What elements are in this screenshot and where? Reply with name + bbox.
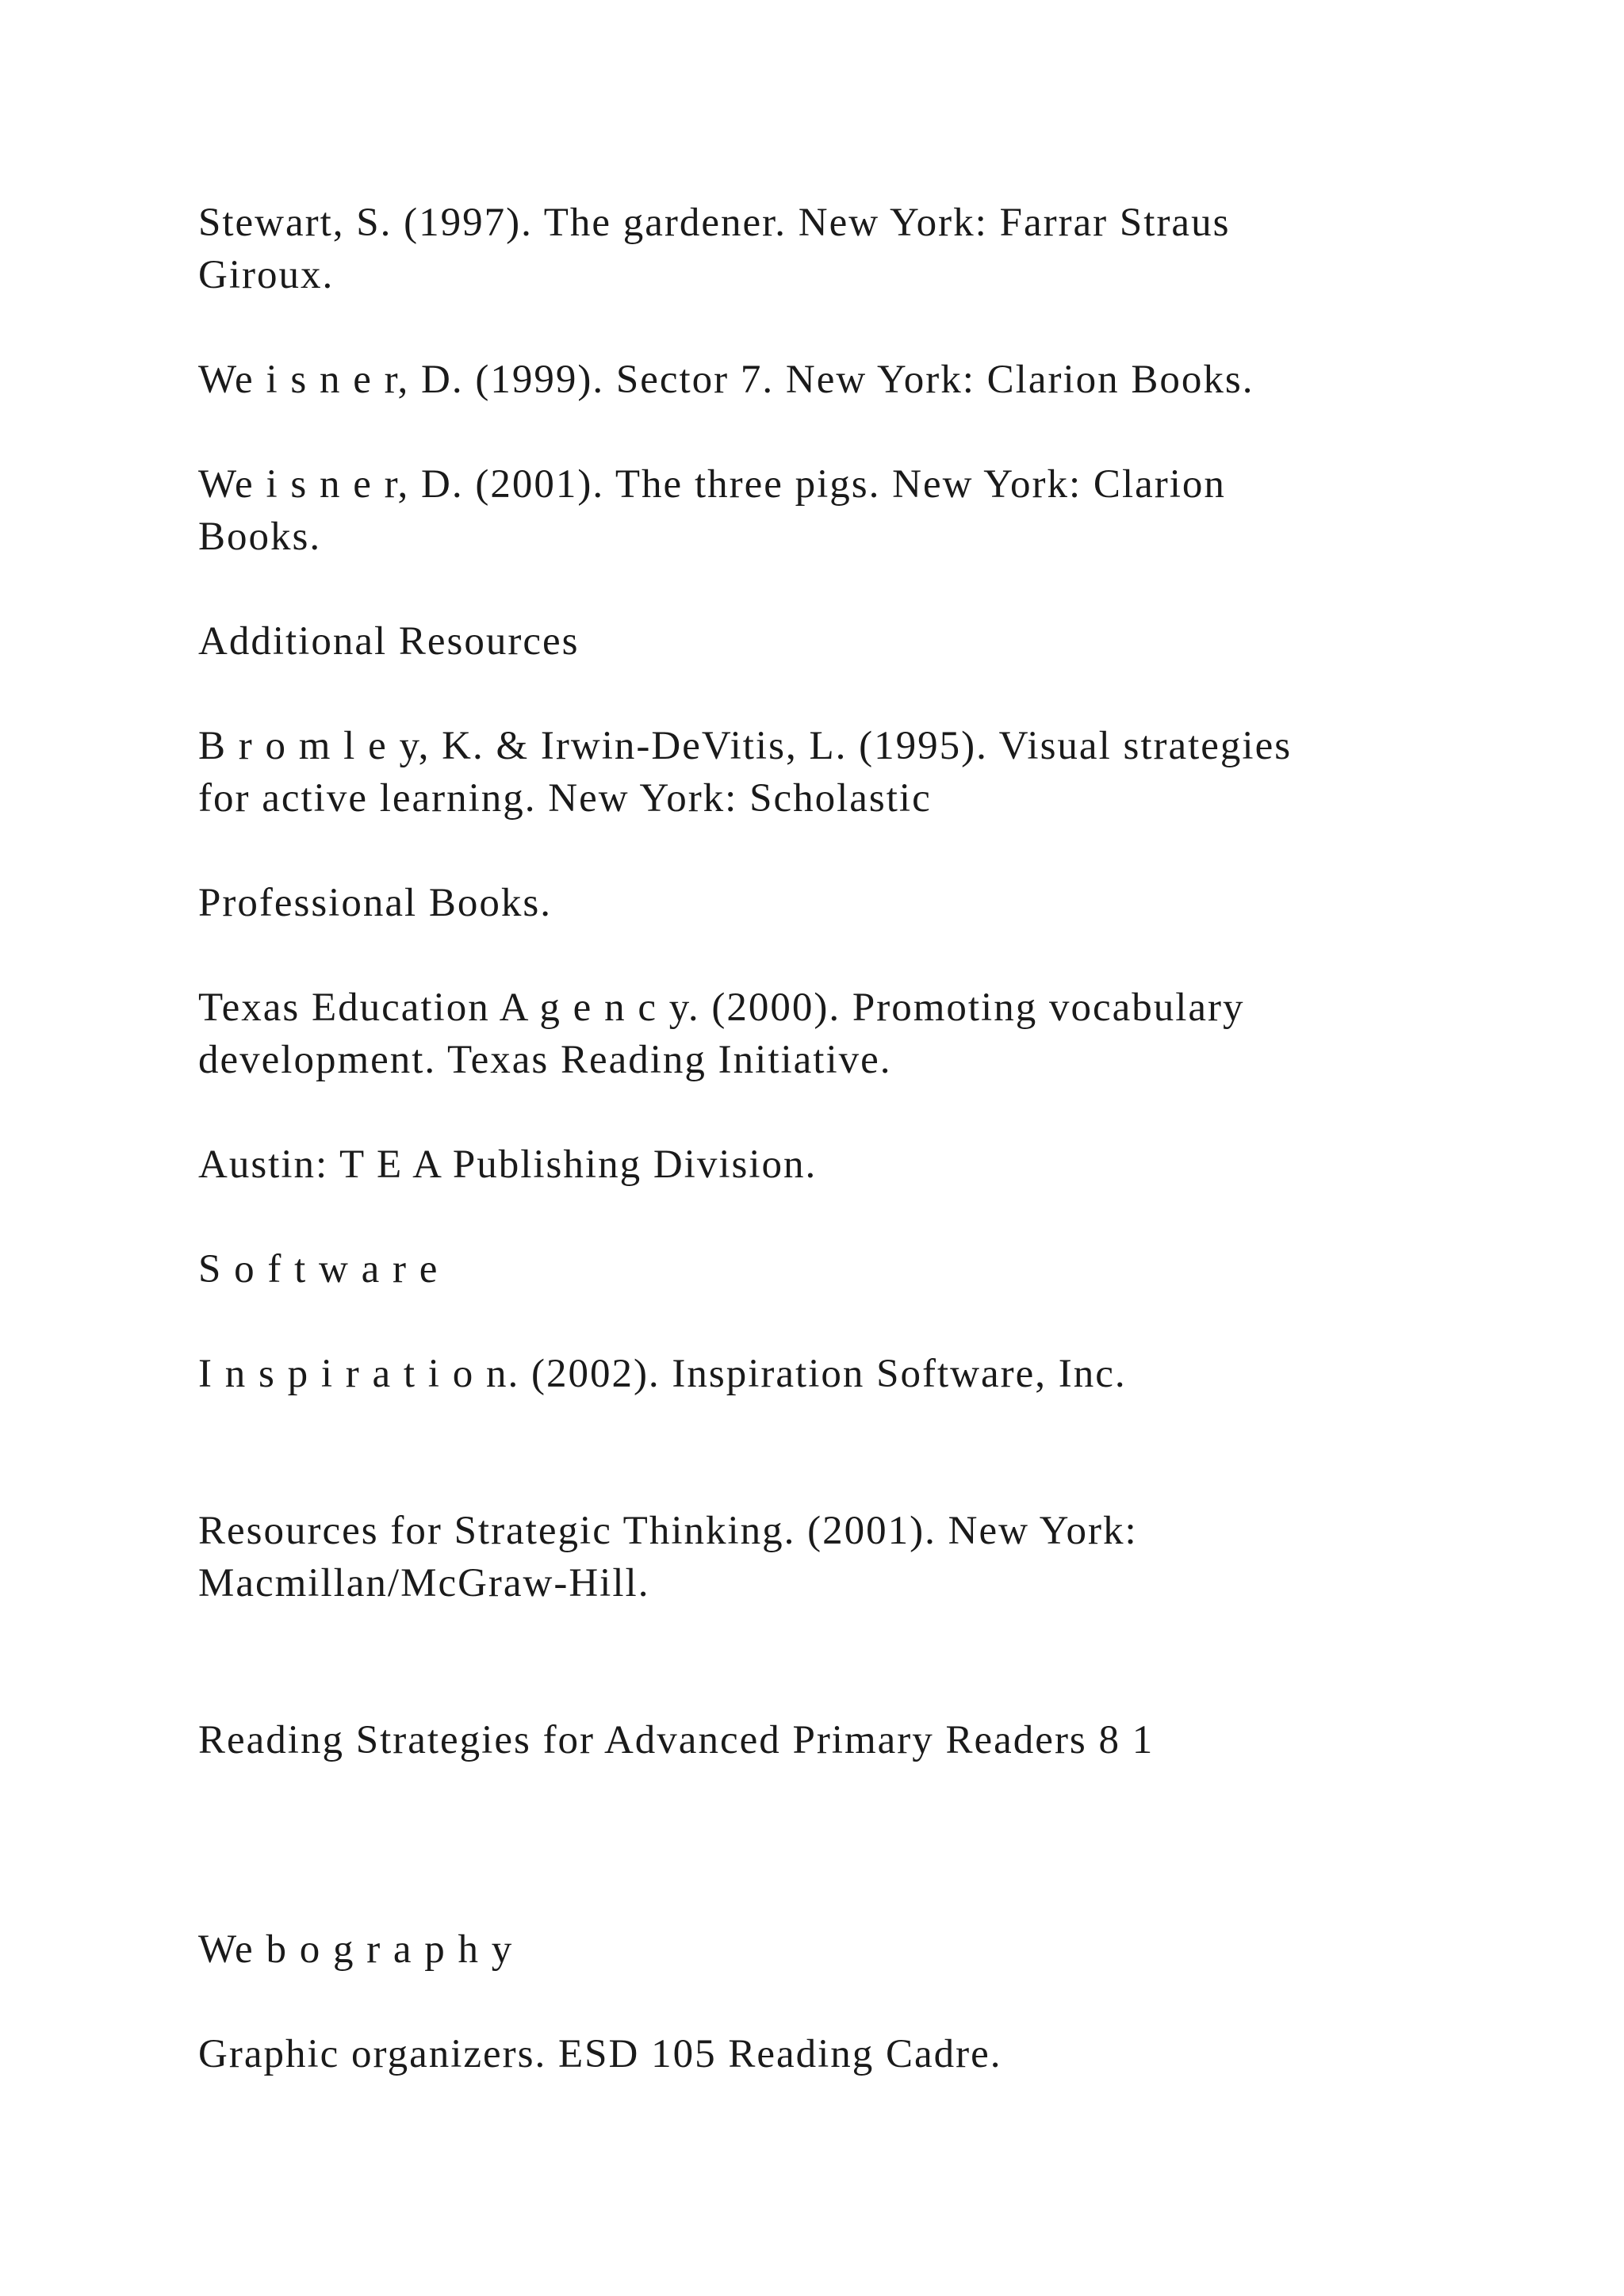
heading-additional-resources: Additional Resources xyxy=(198,619,580,664)
ref-resources-strategic-thinking-line-1: Resources for Strategic Thinking. (2001). New York: xyxy=(198,1509,1138,1553)
ref-stewart-line-1: Stewart, S. (1997). The gardener. New York: Farrar Straus xyxy=(198,201,1231,245)
ref-tea-line-1: Texas Education A g e n c y. (2000). Promoting vocabulary xyxy=(198,985,1245,1030)
ref-bromley-line-1: B r o m l e y, K. & Irwin-DeVitis, L. (1995). Visual strategies xyxy=(198,724,1293,768)
ref-inspiration: I n s p i r a t i o n. (2002). Inspiration Software, Inc. xyxy=(198,1352,1127,1396)
ref-weisner-three-pigs-line-2: Books. xyxy=(198,515,322,559)
running-footer: Reading Strategies for Advanced Primary Readers 8 1 xyxy=(198,1718,1155,1762)
heading-webography: We b o g r a p h y xyxy=(198,1927,514,1972)
ref-bromley-line-3: Professional Books. xyxy=(198,881,552,925)
ref-stewart-line-2: Giroux. xyxy=(198,253,335,297)
ref-weisner-sector7: We i s n e r, D. (1999). Sector 7. New York: Clarion Books. xyxy=(198,358,1254,402)
ref-resources-strategic-thinking-line-2: Macmillan/McGraw-Hill. xyxy=(198,1561,650,1605)
ref-tea-line-3: Austin: T E A Publishing Division. xyxy=(198,1142,818,1187)
ref-graphic-organizers: Graphic organizers. ESD 105 Reading Cadre. xyxy=(198,2032,1002,2076)
ref-weisner-three-pigs-line-1: We i s n e r, D. (2001). The three pigs. New York: Clarion xyxy=(198,462,1226,507)
ref-bromley-line-2: for active learning. New York: Scholastic xyxy=(198,776,932,821)
ref-tea-line-2: development. Texas Reading Initiative. xyxy=(198,1038,892,1082)
heading-software: S o f t w a r e xyxy=(198,1247,439,1292)
